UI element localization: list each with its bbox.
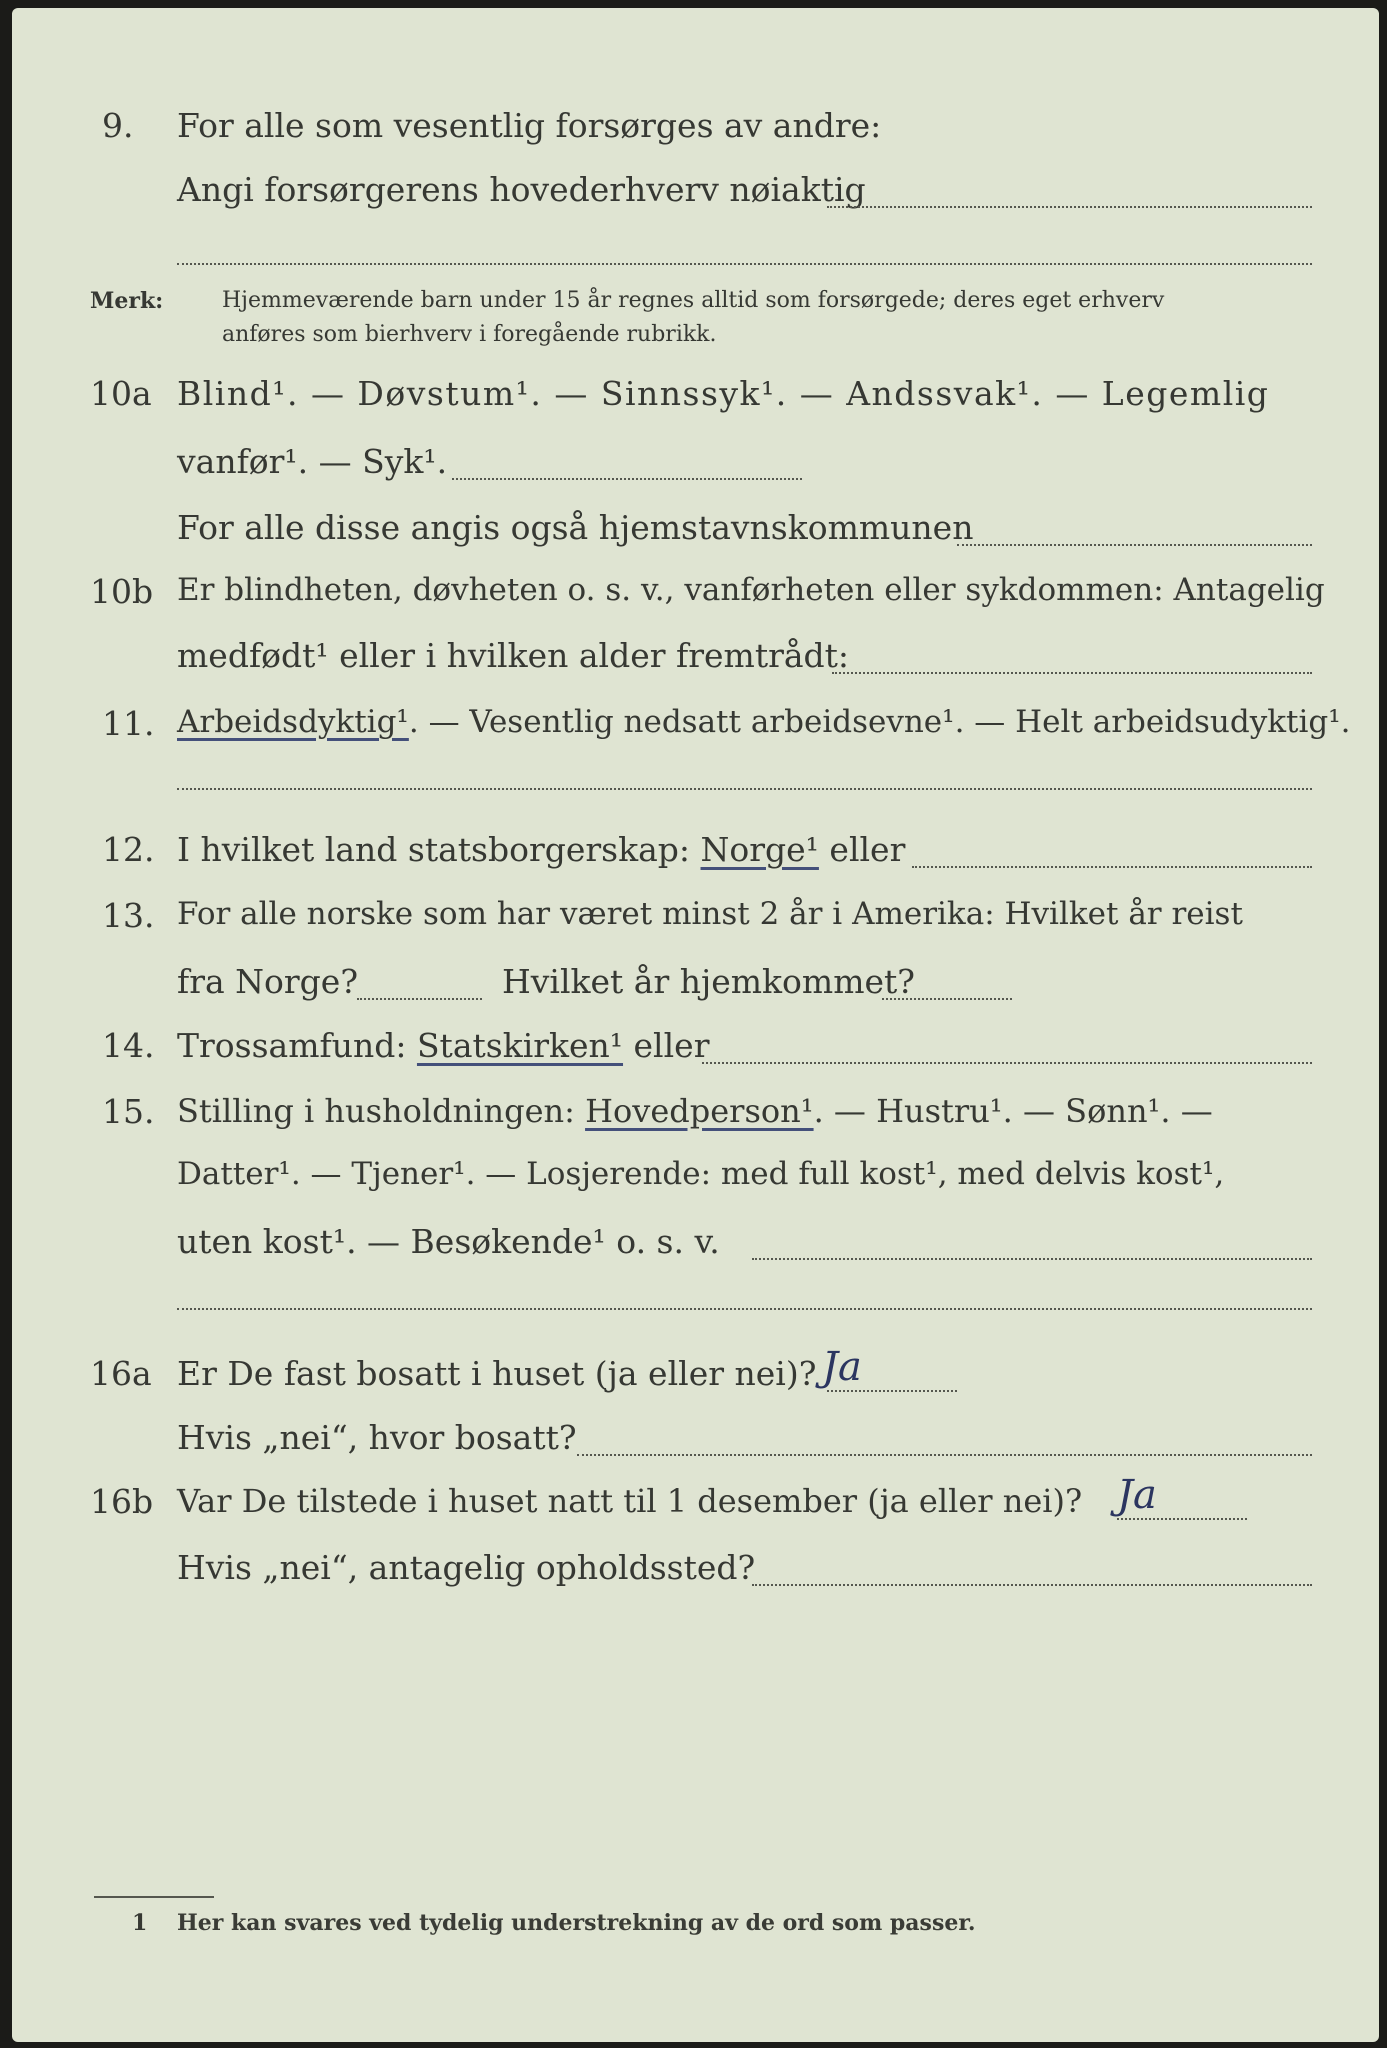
option-text: . — Vesentlig nedsatt arbeidsevne¹. — Helt arbeidsudyktig¹. [408,704,1351,740]
question-text: Var De tilstede i huset natt til 1 desember (ja eller nei)? [177,1482,1083,1520]
answer-line[interactable] [577,1454,1312,1456]
handwritten-answer: Ja [1117,1472,1157,1518]
merk-text: anføres som bierhverv i foregående rubrikk. [222,322,717,347]
question-label: Stilling i husholdningen: [177,1092,575,1130]
option-text: eller [633,1026,710,1065]
question-10b-line2 [12,636,1379,686]
question-number: 9. [102,106,134,145]
question-12 [12,830,1379,880]
question-15 [12,1092,1379,1142]
answer-line[interactable] [752,1258,1312,1260]
question-number: 16a [90,1354,152,1393]
answer-line[interactable] [752,1584,1312,1586]
question-text: Blind¹. — Døvstum¹. — Sinnssyk¹. — Andssvak¹. — Legemlig [177,374,1270,413]
question-number: 10b [90,572,154,611]
question-number: 10a [90,374,152,413]
answer-line[interactable] [177,1308,1312,1310]
question-number: 14. [102,1026,155,1065]
answer-line[interactable] [827,206,1312,208]
question-text: Angi forsørgerens hovederhverv nøiaktig [177,170,866,209]
question-16a [12,1344,1379,1404]
footnote [12,1910,1379,1960]
question-text: For alle som vesentlig forsørges av andre: [177,106,882,145]
question-label: Trossamfund: [177,1026,407,1065]
question-15-line3 [12,1222,1379,1272]
question-15-line2 [12,1156,1379,1206]
option-text: eller [829,830,906,869]
option-hovedperson[interactable]: Hovedperson¹ [585,1092,814,1130]
answer-line[interactable] [912,866,1312,868]
option-arbeidsdyktig[interactable]: Arbeidsdyktig¹ [177,704,409,740]
answer-line[interactable] [957,544,1312,546]
merk-note-line2 [12,322,1379,372]
question-16b [12,1472,1379,1532]
question-text: medfødt¹ eller i hvilken alder fremtrådt: [177,636,850,675]
question-13 [12,896,1379,946]
question-text: uten kost¹. — Besøkende¹ o. s. v. [177,1222,720,1261]
question-text [177,1026,709,1065]
census-form-page [12,8,1379,2042]
question-text: For alle disse angis også hjemstavnskommunen [177,508,974,547]
question-10a-line3 [12,508,1379,558]
question-11 [12,704,1379,754]
question-16b-line2 [12,1548,1379,1598]
question-label: I hvilket land statsborgerskap: [177,830,691,869]
answer-line[interactable] [177,263,1312,265]
merk-text: Hjemmeværende barn under 15 år regnes alltid som forsørgede; deres eget erhverv [222,288,1165,313]
answer-line[interactable] [357,998,482,1000]
answer-line[interactable] [702,1062,1312,1064]
answer-line[interactable] [882,998,1012,1000]
question-text: Hvis „nei“, antagelig opholdssted? [177,1548,756,1587]
question-10a-line2 [12,442,1379,492]
question-text: Datter¹. — Tjener¹. — Losjerende: med full kost¹, med delvis kost¹, [177,1156,1225,1192]
question-number: 15. [102,1092,155,1131]
footnote-mark: 1 [132,1910,148,1936]
question-10b [12,572,1379,622]
answer-line[interactable] [827,1390,957,1392]
handwritten-answer: Ja [822,1344,862,1390]
question-text-reist: fra Norge? [177,962,359,1001]
question-text: Hvis „nei“, hvor bosatt? [177,1418,577,1457]
merk-label: Merk: [90,288,164,314]
question-text: For alle norske som har været minst 2 år i Amerika: Hvilket år reist [177,896,1243,932]
question-text: Er blindheten, døvheten o. s. v., vanførheten eller sykdommen: Antagelig [177,572,1325,608]
question-number: 12. [102,830,155,869]
footnote-rule [94,1896,214,1898]
option-norge[interactable]: Norge¹ [700,830,819,869]
question-16a-line2 [12,1418,1379,1468]
option-text: . — Hustru¹. — Sønn¹. — [813,1092,1213,1130]
answer-line[interactable] [177,788,1312,790]
question-text [177,830,905,869]
question-text [177,704,1351,740]
question-text: Er De fast bosatt i huset (ja eller nei)? [177,1354,817,1393]
question-10a [12,374,1379,424]
footnote-text: Her kan svares ved tydelig understrekning av de ord som passer. [177,1910,976,1936]
question-9 [12,106,1379,156]
answer-line[interactable] [452,478,802,480]
question-9-line2 [12,170,1379,220]
answer-line[interactable] [832,672,1312,674]
question-number: 16b [90,1482,154,1521]
question-number: 13. [102,896,155,935]
question-13-line2 [12,962,1379,1012]
question-14 [12,1026,1379,1076]
option-statskirken[interactable]: Statskirken¹ [416,1026,624,1065]
answer-line[interactable] [1117,1518,1247,1520]
question-text-hjemkommet: Hvilket år hjemkommet? [502,962,915,1001]
question-number: 11. [102,704,155,743]
question-text [177,1092,1213,1130]
question-text: vanfør¹. — Syk¹. [177,442,448,481]
